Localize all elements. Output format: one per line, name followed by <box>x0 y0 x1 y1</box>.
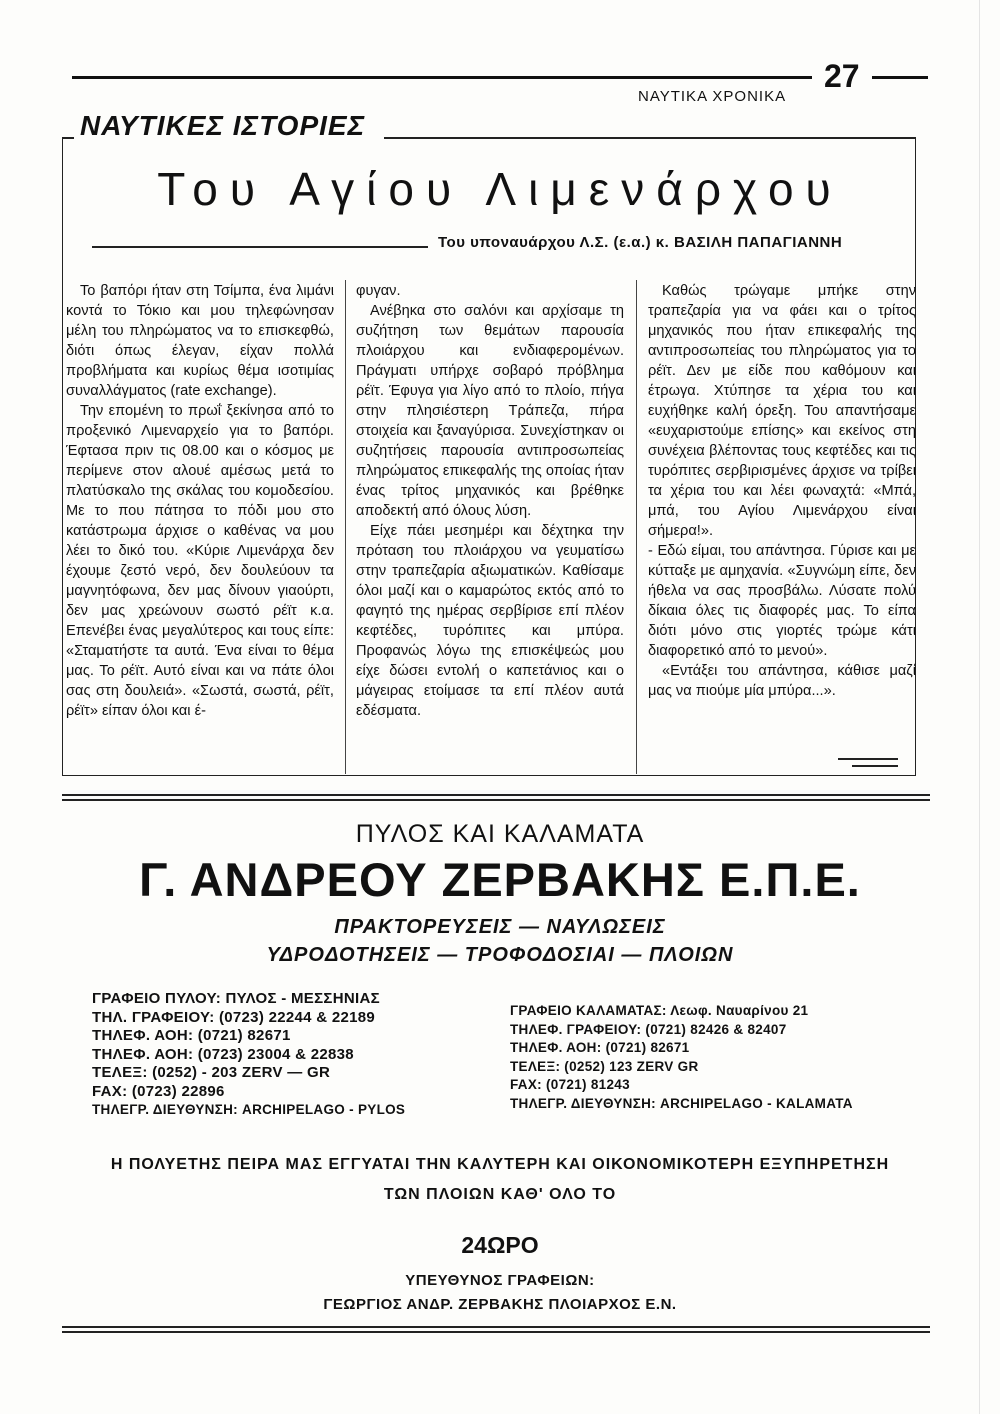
paragraph: Καθώς τρώγαμε μπήκε στην τραπεζαρία για να φάει και ο τρίτος μηχανικός που ήταν επικεφαλής της αντιπροσωπείας του πληρώματος για το ρέϊτ. Δεν με είδε που καθόμουν και έτρωγα. Χτύπησε τα χέρια του και ευχήθηκε καλή όρεξη. Του απαντήσαμε «ευχαριστούμε επίσης» και εκείνος στη συνέχεια βλέποντας τους κεφτέδες και τις τυρόπιτες σερβιρισμένες άρχισε να τρίβει τα χέρια του και λέει φωναχτά: «Μπά, μπά, του Αγίου Λιμενάρχου είναι σήμερα!». <box>648 283 916 539</box>
header-rule <box>72 76 812 79</box>
article-title: Του Αγίου Λιμενάρχου <box>157 163 843 215</box>
article-frame-top-left <box>62 137 74 139</box>
address-line: ΤΕΛΕΞ: (0252) - 203 ZERV — GR <box>92 1064 331 1081</box>
article-column-2 <box>356 281 624 721</box>
paragraph: «Εντάξει του απάντησα, κάθισε μαζί μας να πιούμε μία μπύρα...». <box>648 663 916 699</box>
ad-responsible-label: ΥΠΕΥΘΥΝΟΣ ΓΡΑΦΕΙΩΝ: <box>405 1272 595 1289</box>
ad-company-name: Γ. ΑΝΔΡΕΟΥ ΖΕΡΒΑΚΗΣ Ε.Π.Ε. <box>139 853 861 906</box>
paragraph: Το βαπόρι ήταν στη Τσίμπα, ένα λιμάνι κοντά το Τόκιο και μου τηλεφώνησαν μέλη του πληρώματος να το επισκεφθώ, διότι όπως έλεγαν, είχαν πολλά προβλήματα και κυρίως θέμα ισοτιμίας συναλλάγματος (rate exchange). <box>66 283 334 399</box>
article-author: Του υποναυάρχου Λ.Σ. (ε.α.) κ. ΒΑΣΙΛΗ ΠΑΠΑΓΙΑΝΝΗ <box>438 234 843 251</box>
address-line: FAX: (0723) 22896 <box>92 1082 225 1100</box>
article-column-3 <box>648 281 916 701</box>
paragraph: - Εδώ είμαι, του απάντησα. Γύρισε και με κύτταξε με αμηχανία. «Συγνώμη είπε, δεν ήθελα να σας προσβάλω. Λύσατε πολύ δίκαια όλες τις διαφορές μας. Το είπα διότι μόνο στις γιορτές τρώμε κάτι διαφορετικό από το μενού». <box>648 543 916 659</box>
page-edge-line <box>979 0 980 1414</box>
ad-top-rule <box>62 794 930 796</box>
author-rule <box>92 246 428 248</box>
pylos-office-details <box>92 990 405 1120</box>
address-line: ΤΗΛΕΦ. ΑΟΗ: (0721) 82671 <box>510 1040 690 1055</box>
ad-services-line-2: ΥΔΡΟΔΟΤΗΣΕΙΣ — ΤΡΟΦΟΔΟΣΙΑΙ — ΠΛΟΙΩΝ <box>266 944 734 966</box>
ad-services-line-1: ΠΡΑΚΤΟΡΕΥΣΕΙΣ — ΝΑΥΛΩΣΕΙΣ <box>334 916 666 938</box>
address-line: ΤΗΛΕΦ. ΓΡΑΦΕΙΟΥ: (0721) 82426 & 82407 <box>510 1021 787 1037</box>
section-heading: ΝΑΥΤΙΚΕΣ ΙΣΤΟΡΙΕΣ <box>80 110 366 141</box>
page-number: 27 <box>824 58 860 94</box>
ad-hours: 24ΩΡΟ <box>461 1232 539 1258</box>
article-end-mark <box>852 765 898 767</box>
ad-slogan-line-1: Η ΠΟΛΥΕΤΗΣ ΠΕΙΡΑ ΜΑΣ ΕΓΓΥΑΤΑΙ ΤΗΝ ΚΑΛΥΤΕΡΗ ΚΑΙ ΟΙΚΟΝΟΜΙΚΟΤΕΡΗ ΕΞΥΠΗΡΕΤΗΣΗ <box>110 1156 890 1173</box>
ad-bottom-rule <box>62 1331 930 1333</box>
address-line: ΤΕΛΕΞ: (0252) 123 ZERV GR <box>510 1058 699 1074</box>
paragraph: Είχε πάει μεσημέρι και δέχτηκα την πρόταση του πλοιάρχου να γευματίσω στην τραπεζαρία αξιωματικών. Καθίσαμε όλοι μαζί και ο καμαρώτος εκτός από το φαγητό της ημέρας σερβίρισε επί πλέον κεφτέδες, τυρόπιτες και μπύρα. Προφανώς λόγω της επισκέψεώς μου είχε δώσει εντολή ο καπετάνιος και ο μάγειρας ετοίμασε τα επί πλέον αυτά εδέσματα. <box>356 523 624 719</box>
address-line: ΤΗΛΕΓΡ. ΔΙΕΥΘΥΝΣΗ: ARCHIPELAGO - KALAMATA <box>510 1095 853 1111</box>
paragraph: Την επομένη το πρωΐ ξεκίνησα από το προξενικό Λιμεναρχείο για το βαπόρι. Έφτασα πριν τις 08.00 και ο κόσμος με περίμενε στον αλουέ αμέσως μετά το πλατύσκαλο της σκάλας του κομοδεσίου. Με το που πάτησα το πόδι μου στο κατάστρωμα άρχισε ο καθένας να μου λέει το δικό του. «Κύριε Λιμενάρχα δεν έχουμε ζεστό νερό, δεν δουλεύουν τα μαγνητόφωνα, δεν μας δίνουν γιαούρτι, δεν μας χρεώνουν σωστό ρέϊτ κ.α. Επενέβει ένας μεγαλύτερος και τους είπε: «Σταματήστε τα αυτά. Ένα είναι το θέμα μας. Το ρέϊτ. Αυτό είναι και να πάτε όλοι σας στη δουλειά». «Σωστά, σωστά, ρέϊτ, ρέϊτ» είπαν όλοι και έ- <box>66 403 334 719</box>
column-divider <box>345 280 346 774</box>
address-line: ΤΗΛΕΓΡ. ΔΙΕΥΘΥΝΣΗ: ARCHIPELAGO - PYLOS <box>92 1102 406 1117</box>
column-divider <box>636 280 637 774</box>
kalamata-office-details <box>510 1002 853 1113</box>
ad-top-rule <box>62 799 930 801</box>
address-line: ΓΡΑΦΕΙΟ ΚΑΛΑΜΑΤΑΣ: Λεωφ. Ναυαρίνου 21 <box>510 1003 809 1018</box>
ad-city: ΠΥΛΟΣ ΚΑΙ ΚΑΛΑΜΑΤΑ <box>355 820 645 848</box>
header-rule-right <box>872 76 928 79</box>
address-line: ΓΡΑΦΕΙΟ ΠΥΛΟΥ: ΠΥΛΟΣ - ΜΕΣΣΗΝΙΑΣ <box>92 990 380 1007</box>
ad-responsible-name: ΓΕΩΡΓΙΟΣ ΑΝΔΡ. ΖΕΡΒΑΚΗΣ ΠΛΟΙΑΡΧΟΣ Ε.Ν. <box>323 1296 677 1313</box>
article-frame-top-right <box>384 137 915 139</box>
address-line: ΤΗΛΕΦ. ΑΟΗ: (0721) 82671 <box>92 1027 291 1044</box>
paragraph: φυγαν. <box>356 283 401 299</box>
article-end-mark <box>838 758 898 760</box>
address-line: FAX: (0721) 81243 <box>510 1077 630 1092</box>
address-line: ΤΗΛ. ΓΡΑΦΕΙΟΥ: (0723) 22244 & 22189 <box>92 1008 376 1026</box>
ad-slogan-line-2: ΤΩΝ ΠΛΟΙΩΝ ΚΑΘ' ΟΛΟ ΤΟ <box>383 1186 617 1203</box>
ad-bottom-rule <box>62 1326 930 1328</box>
paragraph: Ανέβηκα στο σαλόνι και αρχίσαμε τη συζήτηση των θεμάτων παρουσία πλοιάρχου και ενδιαφερομένων. Πράγματι υπήρχε σοβαρό πρόβλημα ρέϊτ. Έφυγα για λίγο από το πλοίο, πήγα στην πλησιέστερη Τράπεζα, πήρα στοιχεία και ξαναγύρισα. Συνεχίστηκαν οι συζητήσεις παρουσία αντιπροσωπείας πληρώματος επικεφαλής της οποίας ήταν ένας τρίτος μηχανικός και βρέθηκε αποδεκτή από όλους λύση. <box>356 303 624 519</box>
article-column-1 <box>66 281 334 721</box>
address-line: ΤΗΛΕΦ. ΑΟΗ: (0723) 23004 & 22838 <box>92 1045 354 1063</box>
magazine-name: ΝΑΥΤΙΚΑ ΧΡΟΝΙΚΑ <box>638 88 787 105</box>
